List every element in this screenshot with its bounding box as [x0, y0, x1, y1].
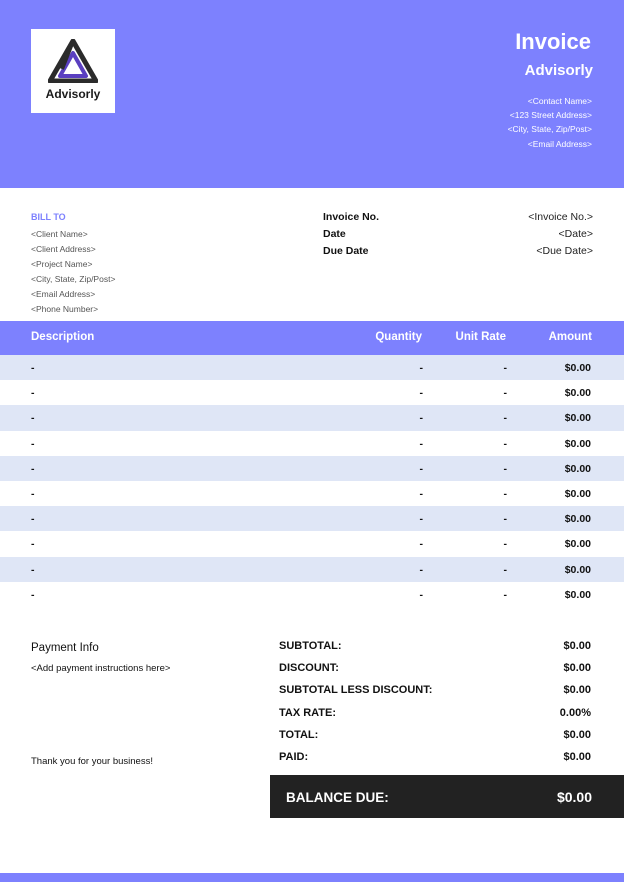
- totals-row: [279, 707, 591, 729]
- totals-label: PAID:: [279, 750, 309, 763]
- totals-label: TOTAL:: [279, 728, 319, 741]
- cell-quantity: -: [419, 588, 423, 601]
- cell-description: -: [31, 513, 35, 526]
- cell-amount: $0.00: [564, 437, 591, 450]
- contact-line: <123 Street Address>: [509, 110, 592, 121]
- totals-summary: [279, 640, 591, 773]
- cell-unit-rate: -: [503, 462, 507, 475]
- contact-line: <Contact Name>: [527, 96, 592, 106]
- table-row: [0, 380, 624, 405]
- footer-bar: [0, 873, 624, 882]
- column-header-description: Description: [31, 331, 95, 343]
- totals-label: SUBTOTAL:: [279, 640, 342, 652]
- meta-row: [323, 211, 593, 228]
- totals-value: $0.00: [563, 640, 591, 652]
- cell-quantity: -: [419, 538, 423, 551]
- cell-unit-rate: -: [503, 387, 507, 400]
- table-row: [0, 405, 624, 430]
- meta-row: [323, 245, 593, 262]
- invoice-title: Invoice: [515, 29, 591, 54]
- cell-description: -: [31, 462, 35, 475]
- cell-amount: $0.00: [564, 538, 591, 551]
- cell-unit-rate: -: [503, 563, 507, 576]
- totals-label: TAX RATE:: [279, 706, 337, 719]
- cell-unit-rate: -: [503, 588, 507, 601]
- bill-to-line: <City, State, Zip/Post>: [31, 274, 116, 284]
- balance-due-value: $0.00: [556, 789, 592, 805]
- table-row: [0, 431, 624, 456]
- bill-to-details: [31, 227, 115, 317]
- items-table-body: [0, 355, 624, 607]
- cell-quantity: -: [419, 462, 423, 475]
- thank-you-note: Thank you for your business!: [31, 756, 153, 767]
- payment-instructions: <Add payment instructions here>: [31, 663, 171, 674]
- totals-label: DISCOUNT:: [279, 662, 339, 675]
- bill-to-line: <Client Address>: [31, 244, 96, 254]
- items-table-header: [0, 321, 624, 355]
- cell-quantity: -: [419, 362, 423, 374]
- company-name: Advisorly: [524, 62, 593, 79]
- cell-quantity: -: [419, 487, 423, 500]
- logo: [31, 29, 115, 113]
- table-row: [0, 531, 624, 556]
- totals-row: [279, 729, 591, 751]
- bill-to-line: <Project Name>: [31, 259, 93, 269]
- cell-description: -: [31, 487, 35, 500]
- cell-amount: $0.00: [564, 588, 591, 601]
- cell-quantity: -: [419, 437, 423, 450]
- bill-to-label: BILL TO: [31, 212, 66, 222]
- totals-label: SUBTOTAL LESS DISCOUNT:: [279, 684, 433, 697]
- cell-description: -: [31, 387, 35, 400]
- table-row: [0, 582, 624, 607]
- totals-row: [279, 751, 591, 773]
- invoice-meta: [323, 211, 593, 262]
- meta-label: Due Date: [323, 245, 369, 257]
- cell-quantity: -: [419, 387, 423, 400]
- totals-row: [279, 684, 591, 706]
- cell-amount: $0.00: [564, 487, 591, 500]
- cell-quantity: -: [419, 412, 423, 425]
- balance-due-bar: [270, 775, 624, 818]
- totals-row: [279, 662, 591, 684]
- cell-description: -: [31, 588, 35, 601]
- totals-value: $0.00: [563, 684, 591, 697]
- meta-value: <Due Date>: [536, 245, 593, 257]
- payment-info-title: Payment Info: [31, 642, 99, 654]
- totals-row: [279, 640, 591, 662]
- cell-description: -: [31, 538, 35, 551]
- contact-line: <City, State, Zip/Post>: [507, 124, 592, 135]
- meta-value: <Date>: [558, 228, 593, 240]
- cell-quantity: -: [419, 563, 423, 576]
- cell-amount: $0.00: [564, 563, 591, 576]
- column-header-unit-rate: Unit Rate: [455, 331, 506, 343]
- bill-to-line: <Email Address>: [31, 289, 96, 299]
- cell-description: -: [31, 437, 35, 450]
- cell-unit-rate: -: [503, 538, 507, 551]
- totals-value: $0.00: [563, 728, 591, 741]
- totals-value: $0.00: [563, 750, 591, 763]
- cell-unit-rate: -: [503, 412, 507, 425]
- totals-value: 0.00%: [559, 706, 591, 719]
- table-row: [0, 481, 624, 506]
- cell-quantity: -: [419, 513, 423, 526]
- contact-line: <Email Address>: [527, 138, 592, 149]
- meta-row: [323, 228, 593, 245]
- balance-due-label: BALANCE DUE:: [286, 790, 389, 805]
- cell-unit-rate: -: [503, 513, 507, 526]
- meta-value: <Invoice No.>: [528, 211, 593, 223]
- totals-value: $0.00: [563, 662, 591, 675]
- triangle-logo-icon: [48, 39, 98, 83]
- table-row: [0, 506, 624, 531]
- cell-unit-rate: -: [503, 362, 507, 374]
- cell-amount: $0.00: [564, 412, 591, 425]
- column-header-quantity: Quantity: [375, 331, 422, 343]
- bill-to-line: <Client Name>: [31, 229, 88, 239]
- cell-description: -: [31, 563, 35, 576]
- cell-amount: $0.00: [564, 362, 591, 374]
- table-row: [0, 355, 624, 380]
- company-contact: [508, 94, 592, 151]
- meta-label: Invoice No.: [323, 211, 380, 223]
- meta-label: Date: [323, 228, 346, 240]
- bill-to-line: <Phone Number>: [31, 304, 99, 314]
- column-header-amount: Amount: [548, 331, 592, 343]
- cell-unit-rate: -: [503, 437, 507, 450]
- cell-amount: $0.00: [564, 387, 591, 400]
- cell-unit-rate: -: [503, 487, 507, 500]
- cell-amount: $0.00: [564, 513, 591, 526]
- cell-amount: $0.00: [564, 462, 591, 475]
- logo-text: Advisorly: [45, 87, 101, 101]
- table-row: [0, 456, 624, 481]
- table-row: [0, 557, 624, 582]
- cell-description: -: [31, 412, 35, 425]
- cell-description: -: [31, 362, 35, 374]
- invoice-header: [0, 0, 624, 188]
